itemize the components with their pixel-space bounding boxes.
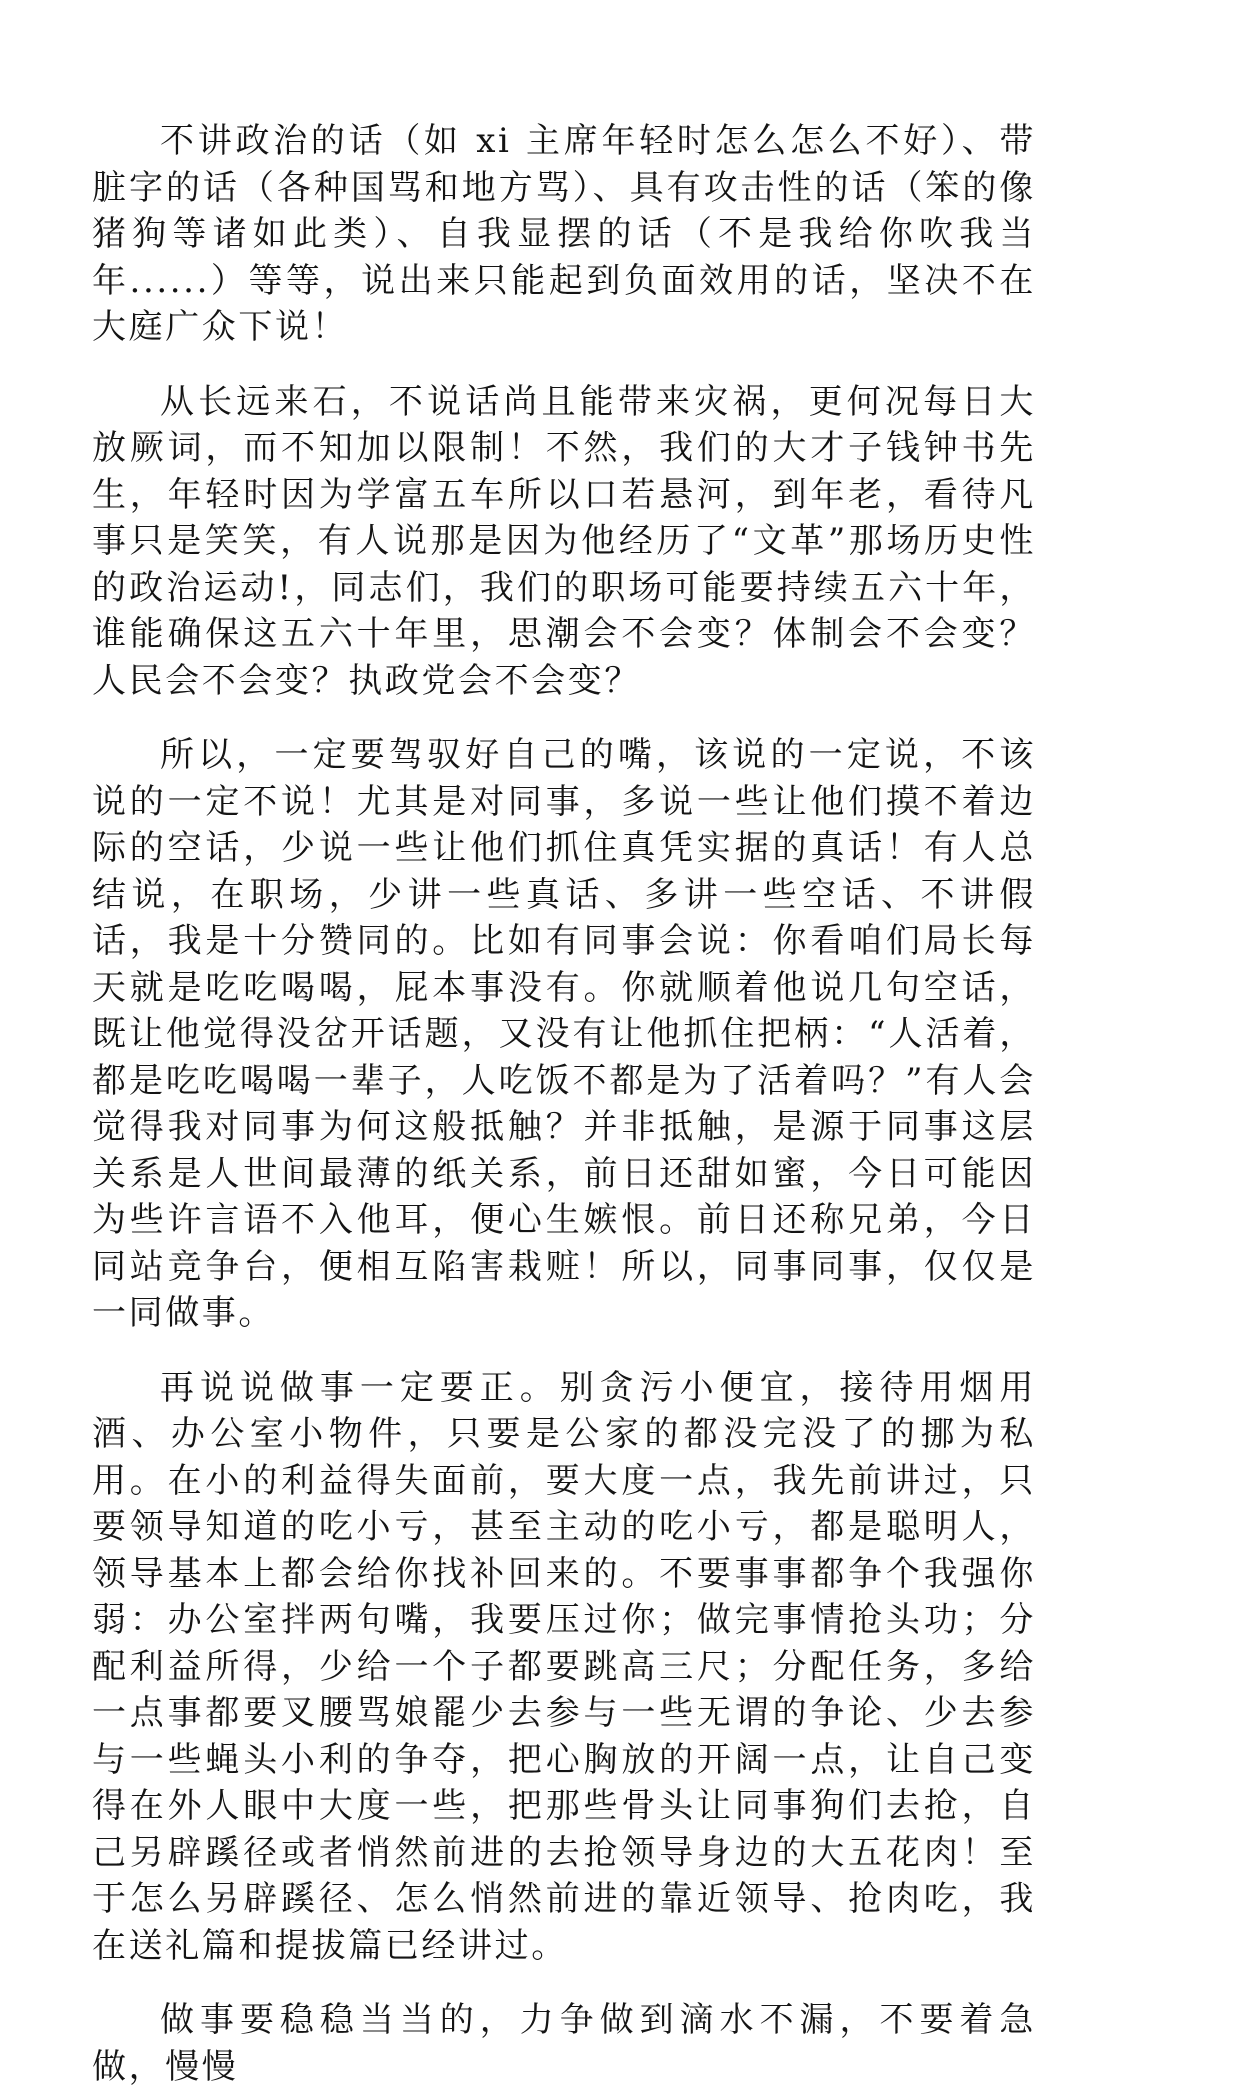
paragraph-3: 所以，一定要驾驭好自己的嘴，该说的一定说，不该说的一定不说！尤其是对同事，多说一些让他们摸不着边际的空话，少说一些让他们抓住真凭实据的真话！有人总结说，在职场，少讲一些真话、多讲一些空话、不讲假话，我是十分赞同的。比如有同事会说：你看咱们局长每天就是吃吃喝喝，屁本事没有。你就顺着他说几句空话，既让他觉得没岔开话题，又没有让他抓住把柄：“人活着，都是吃吃喝喝一辈子，人吃饭不都是为了活着吗？”有人会觉得我对同事为何这般抵触？并非抵触，是源于同事这层关系是人世间最薄的纸关系，前日还甜如蜜，今日可能因为些许言语不入他耳，便心生嫉恨。前日还称兄弟，今日同站竞争台，便相互陷害栽赃！所以，同事同事，仅仅是一同做事。	[92, 735, 1036, 1333]
paragraph-4: 再说说做事一定要正。别贪污小便宜，接待用烟用酒、办公室小物件，只要是公家的都没完没了的挪为私用。在小的利益得失面前，要大度一点，我先前讲过，只要领导知道的吃小亏，甚至主动的吃小亏，都是聪明人，领导基本上都会给你找补回来的。不要事事都争个我强你弱：办公室拌两句嘴，我要压过你；做完事情抢头功；分配利益所得，少给一个子都要跳高三尺；分配任务，多给一点事都要叉腰骂娘罷少去参与一些无谓的争论、少去参与一些蝇头小利的争夺，把心胸放的开阔一点，让自己变得在外人眼中大度一些，把那些骨头让同事狗们去抢，自己另辟蹊径或者悄然前进的去抢领导身边的大五花肉！至于怎么另辟蹊径、怎么悄然前进的靠近领导、抢肉吃，我在送礼篇和提拔篇已经讲过。	[92, 1367, 1036, 1966]
paragraph-5: 做事要稳稳当当的，力争做到滴水不漏，不要着急做，慢慢	[92, 2000, 1036, 2087]
paragraph-1: 不讲政治的话（如 xi 主席年轻时怎么怎么不好）、带脏字的话（各种国骂和地方骂）、具有攻击性的话（笨的像猪狗等诸如此类）、自我显摆的话（不是我给你吹我当年......）等等，说出来只能起到负面效用的话，坚决不在大庭广众下说！	[92, 121, 1036, 347]
paragraph-2: 从长远来石，不说话尚且能带来灾祸，更何况每日大放厥词，而不知加以限制！不然，我们的大才子钱钟书先生，年轻时因为学富五车所以口若悬河，到年老，看待凡事只是笑笑，有人说那是因为他经历了“文革”那场历史性的政治运动!，同志们，我们的职场可能要持续五六十年，谁能确保这五六十年里，思潮会不会变？体制会不会变？人民会不会变？执政党会不会变？	[92, 381, 1036, 701]
document-page	[92, 118, 1036, 2090]
